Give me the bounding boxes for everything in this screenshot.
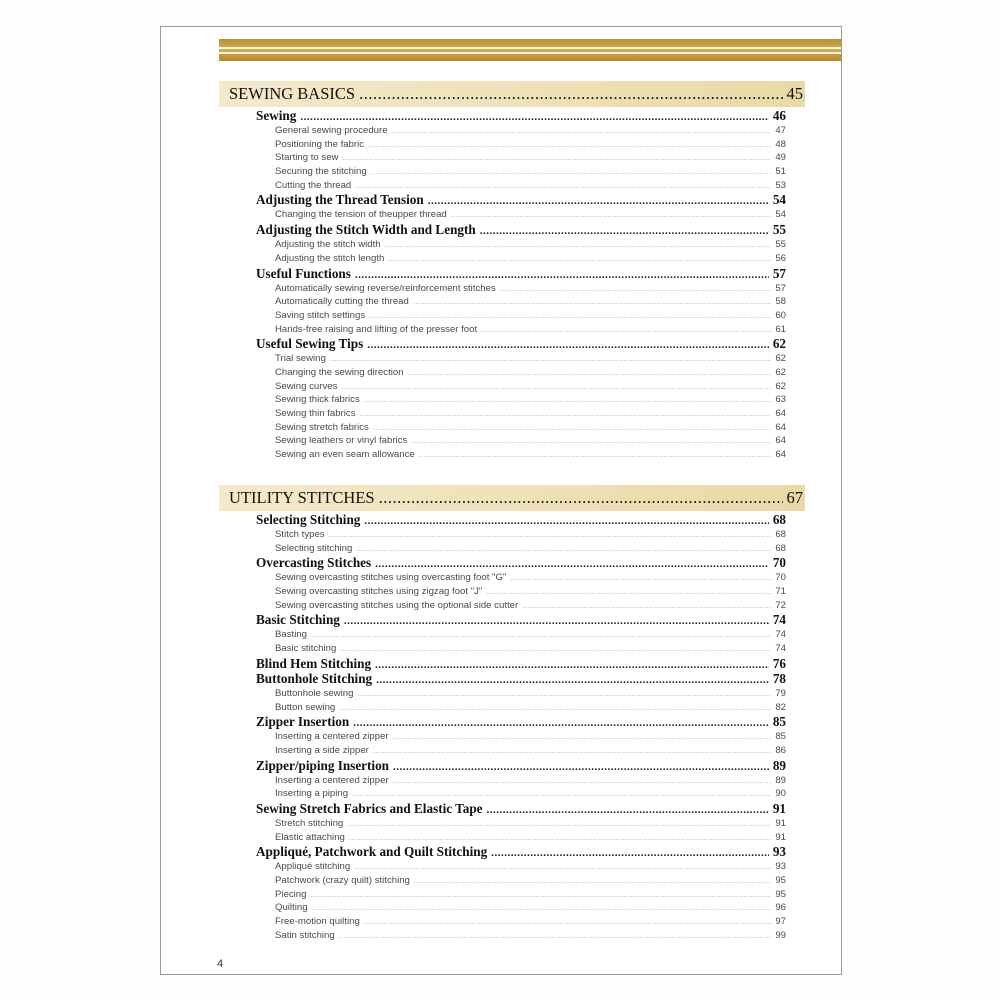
item-label: Free-motion quilting [275,916,360,928]
toc-item[interactable] [256,352,786,366]
item-page-number: 48 [775,138,786,150]
leader-dots [491,846,769,860]
toc-item[interactable] [256,860,786,874]
item-label: Adjusting the stitch length [275,252,385,264]
toc-subsection[interactable] [256,337,786,351]
leader-dots [368,139,771,153]
subsection-page-number: 62 [772,336,786,352]
item-label: Sewing overcasting stitches using zigzag foot "J" [275,586,483,598]
toc-item[interactable] [256,366,786,380]
item-page-number: 62 [775,380,786,392]
leader-dots [339,930,772,944]
item-page-number: 68 [775,542,786,554]
leader-dots [388,253,771,267]
item-page-number: 96 [775,902,786,914]
item-label: Patchwork (crazy quilt) stitching [275,875,410,886]
item-label: Automatically cutting the thread [275,296,409,308]
item-label: Selecting stitching [275,542,353,554]
leader-dots [341,381,771,395]
toc-item[interactable] [256,138,786,152]
item-page-number: 74 [775,643,786,655]
toc-subsection[interactable] [256,715,786,729]
item-page-number: 95 [775,888,786,900]
leader-dots [428,194,769,208]
toc-item[interactable] [256,628,786,642]
toc-item[interactable] [256,124,786,138]
toc-item[interactable] [256,915,786,929]
section-heading-sewing-basics[interactable] [219,81,805,107]
item-label: Trial sewing [275,353,326,365]
leader-dots [376,673,769,687]
leader-dots [369,310,771,324]
leader-dots [364,394,772,408]
subsection-page-number: 85 [772,714,786,730]
section-toc-sewing-basics [256,108,786,462]
toc-item[interactable] [256,774,786,788]
item-label: Inserting a centered zipper [275,774,389,786]
header-stripe [219,47,841,49]
item-page-number: 60 [775,309,786,321]
item-page-number: 90 [775,788,786,800]
item-label: Inserting a piping [275,788,349,800]
toc-item[interactable] [256,252,786,266]
item-label: Automatically sewing reverse/reinforcement stitches [275,282,496,294]
item-label: Sewing leathers or vinyl fabrics [275,435,408,447]
leader-dots [353,716,769,730]
item-page-number: 58 [775,296,786,308]
subsection-title: Basic Stitching [256,612,340,628]
item-label: Sewing overcasting stitches using overcasting foot "G" [275,572,507,584]
toc-subsection[interactable] [256,556,786,570]
toc-subsection[interactable] [256,193,786,207]
subsection-title: Blind Hem Stitching [256,655,372,671]
subsection-page-number: 46 [772,108,786,123]
leader-dots [364,916,772,930]
leader-dots [371,166,772,180]
toc-item[interactable] [256,393,786,407]
leader-dots [522,600,771,614]
leader-dots [300,110,769,124]
leader-dots [364,514,768,528]
subsection-page-number: 68 [772,512,786,527]
toc-item[interactable] [256,874,786,888]
leader-dots [385,239,772,253]
subsection-page-number: 57 [772,265,786,281]
item-label: Buttonhole sewing [275,687,354,699]
leader-dots [480,224,769,238]
item-label: Sewing thick fabrics [275,394,360,406]
subsection-page-number: 55 [772,222,786,238]
leader-dots [342,152,771,166]
subsection-page-number: 76 [772,655,786,671]
item-page-number: 79 [775,687,786,699]
subsection-title: Useful Functions [256,265,351,281]
item-label: Starting to sew [275,152,339,164]
toc-item[interactable] [256,817,786,831]
leader-dots [481,324,771,338]
toc-item[interactable] [256,309,786,323]
item-label: Basting [275,629,307,641]
section-heading-utility-stitches[interactable] [219,485,805,511]
item-page-number: 51 [775,166,786,178]
leader-dots [379,488,783,508]
leader-dots [330,353,772,367]
manual-page [160,26,842,975]
toc-item[interactable] [256,323,786,337]
item-page-number: 64 [775,408,786,419]
item-label: Stitch types [275,529,325,540]
subsection-title: Adjusting the Stitch Width and Length [256,222,476,238]
item-label: Basic stitching [275,643,337,655]
leader-dots [359,84,782,104]
toc-item[interactable] [256,701,786,715]
toc-item[interactable] [256,730,786,744]
toc-item[interactable] [256,585,786,599]
toc-subsection[interactable] [256,223,786,237]
leader-dots [451,209,772,223]
toc-item[interactable] [256,407,786,421]
section-page-number: 67 [786,488,803,507]
item-label: General sewing procedure [275,125,388,136]
item-page-number: 64 [775,449,786,461]
item-label: Sewing an even seam allowance [275,449,415,461]
item-page-number: 55 [775,239,786,251]
item-page-number: 95 [775,875,786,886]
leader-dots [375,658,769,672]
item-page-number: 61 [775,323,786,335]
section-title: SEWING BASICS [229,84,356,103]
item-page-number: 68 [775,529,786,540]
subsection-page-number: 89 [772,757,786,773]
leader-dots [373,745,771,759]
leader-dots [375,557,769,571]
leader-dots [510,572,771,586]
leader-dots [392,125,772,139]
item-label: Sewing curves [275,380,338,392]
item-label: Stretch stitching [275,817,344,829]
item-page-number: 57 [775,282,786,294]
leader-dots [486,586,771,600]
item-label: Piecing [275,888,307,900]
toc-item[interactable] [256,599,786,613]
toc-subsection[interactable] [256,802,786,816]
item-page-number: 53 [775,179,786,191]
leader-dots [419,449,772,463]
toc-item[interactable] [256,831,786,845]
item-page-number: 71 [775,586,786,598]
subsection-title: Sewing [256,108,297,123]
item-page-number: 86 [775,744,786,756]
toc-item[interactable] [256,901,786,915]
toc-item[interactable] [256,380,786,394]
toc-item[interactable] [256,238,786,252]
subsection-page-number: 74 [772,612,786,628]
item-page-number: 62 [775,353,786,365]
item-label: Inserting a side zipper [275,744,369,756]
subsection-title: Zipper Insertion [256,714,350,730]
subsection-page-number: 70 [772,555,786,571]
header-band [219,39,841,61]
item-page-number: 74 [775,629,786,641]
item-page-number: 62 [775,366,786,378]
toc-subsection[interactable] [256,109,786,123]
toc-subsection[interactable] [256,657,786,671]
toc-item[interactable] [256,151,786,165]
item-page-number: 93 [775,861,786,873]
leader-dots [355,268,769,282]
item-page-number: 72 [775,599,786,611]
item-page-number: 54 [775,209,786,221]
leader-dots [357,688,771,702]
toc-item[interactable] [256,888,786,902]
toc-item[interactable] [256,208,786,222]
toc-item[interactable] [256,528,786,542]
leader-dots [360,408,772,422]
item-label: Securing the stitching [275,166,367,178]
item-label: Changing the sewing direction [275,366,404,378]
item-label: Quilting [275,902,308,914]
leader-dots [347,818,771,832]
toc-subsection[interactable] [256,845,786,859]
item-page-number: 89 [775,774,786,786]
item-label: Sewing overcasting stitches using the optional side cutter [275,599,519,611]
leader-dots [310,889,771,903]
leader-dots [355,180,771,194]
item-page-number: 85 [775,731,786,743]
toc-item[interactable] [256,929,786,943]
subsection-title: Appliqué, Patchwork and Quilt Stitching [256,844,488,860]
leader-dots [340,643,771,657]
item-page-number: 91 [775,831,786,843]
toc-item[interactable] [256,642,786,656]
section-title: UTILITY STITCHES [229,488,375,507]
subsection-title: Zipper/piping Insertion [256,757,390,773]
leader-dots [354,861,771,875]
leader-dots [356,543,771,557]
leader-dots [411,435,771,449]
subsection-title: Adjusting the Thread Tension [256,192,424,208]
item-label: Satin stitching [275,929,335,941]
leader-dots [352,788,771,802]
item-page-number: 56 [775,252,786,264]
subsection-title: Buttonhole Stitching [256,670,373,686]
toc-subsection[interactable] [256,513,786,527]
toc-item[interactable] [256,179,786,193]
toc-subsection[interactable] [256,672,786,686]
leader-dots [367,338,769,352]
leader-dots [393,731,772,745]
item-page-number: 64 [775,435,786,447]
toc-item[interactable] [256,687,786,701]
toc-item[interactable] [256,744,786,758]
subsection-page-number: 78 [772,670,786,686]
item-label: Sewing thin fabrics [275,408,356,419]
subsection-title: Overcasting Stitches [256,555,372,571]
subsection-page-number: 93 [772,844,786,860]
toc-item[interactable] [256,542,786,556]
item-page-number: 64 [775,421,786,433]
item-page-number: 49 [775,152,786,164]
page-number: 4 [217,958,224,970]
item-label: Sewing stretch fabrics [275,421,369,433]
toc-item[interactable] [256,421,786,435]
section-page-number: 45 [786,84,803,103]
subsection-title: Useful Sewing Tips [256,336,364,352]
leader-dots [349,832,771,846]
toc-item[interactable] [256,787,786,801]
toc-item[interactable] [256,282,786,296]
item-label: Changing the tension of theupper thread [275,209,447,221]
leader-dots [373,422,771,436]
section-toc-utility-stitches [256,512,786,942]
item-label: Positioning the fabric [275,138,365,150]
toc-subsection[interactable] [256,267,786,281]
leader-dots [311,629,771,643]
item-label: Button sewing [275,701,336,713]
leader-dots [413,296,771,310]
leader-dots [408,367,772,381]
leader-dots [487,803,769,817]
item-page-number: 99 [775,929,786,941]
item-label: Cutting the thread [275,179,352,191]
header-stripe [219,52,841,54]
toc-item[interactable] [256,448,786,462]
leader-dots [329,529,772,543]
item-label: Inserting a centered zipper [275,731,389,743]
item-page-number: 82 [775,701,786,713]
item-label: Adjusting the stitch width [275,239,381,251]
item-page-number: 97 [775,916,786,928]
leader-dots [344,614,769,628]
subsection-title: Sewing Stretch Fabrics and Elastic Tape [256,800,483,816]
item-label: Saving stitch settings [275,309,366,321]
toc-item[interactable] [256,165,786,179]
leader-dots [339,702,771,716]
subsection-page-number: 54 [772,192,786,208]
item-label: Hands-free raising and lifting of the presser foot [275,323,478,335]
toc-item[interactable] [256,571,786,585]
subsection-page-number: 91 [772,800,786,816]
toc-subsection[interactable] [256,759,786,773]
subsection-title: Selecting Stitching [256,512,361,527]
toc-item[interactable] [256,434,786,448]
leader-dots [312,902,772,916]
leader-dots [414,875,771,889]
leader-dots [393,760,769,774]
leader-dots [393,775,772,789]
item-page-number: 47 [775,125,786,136]
toc-subsection[interactable] [256,613,786,627]
item-label: Appliqué stitching [275,861,351,873]
item-page-number: 63 [775,394,786,406]
item-label: Elastic attaching [275,831,345,843]
leader-dots [500,283,772,297]
item-page-number: 91 [775,817,786,829]
toc-item[interactable] [256,295,786,309]
item-page-number: 70 [775,572,786,584]
